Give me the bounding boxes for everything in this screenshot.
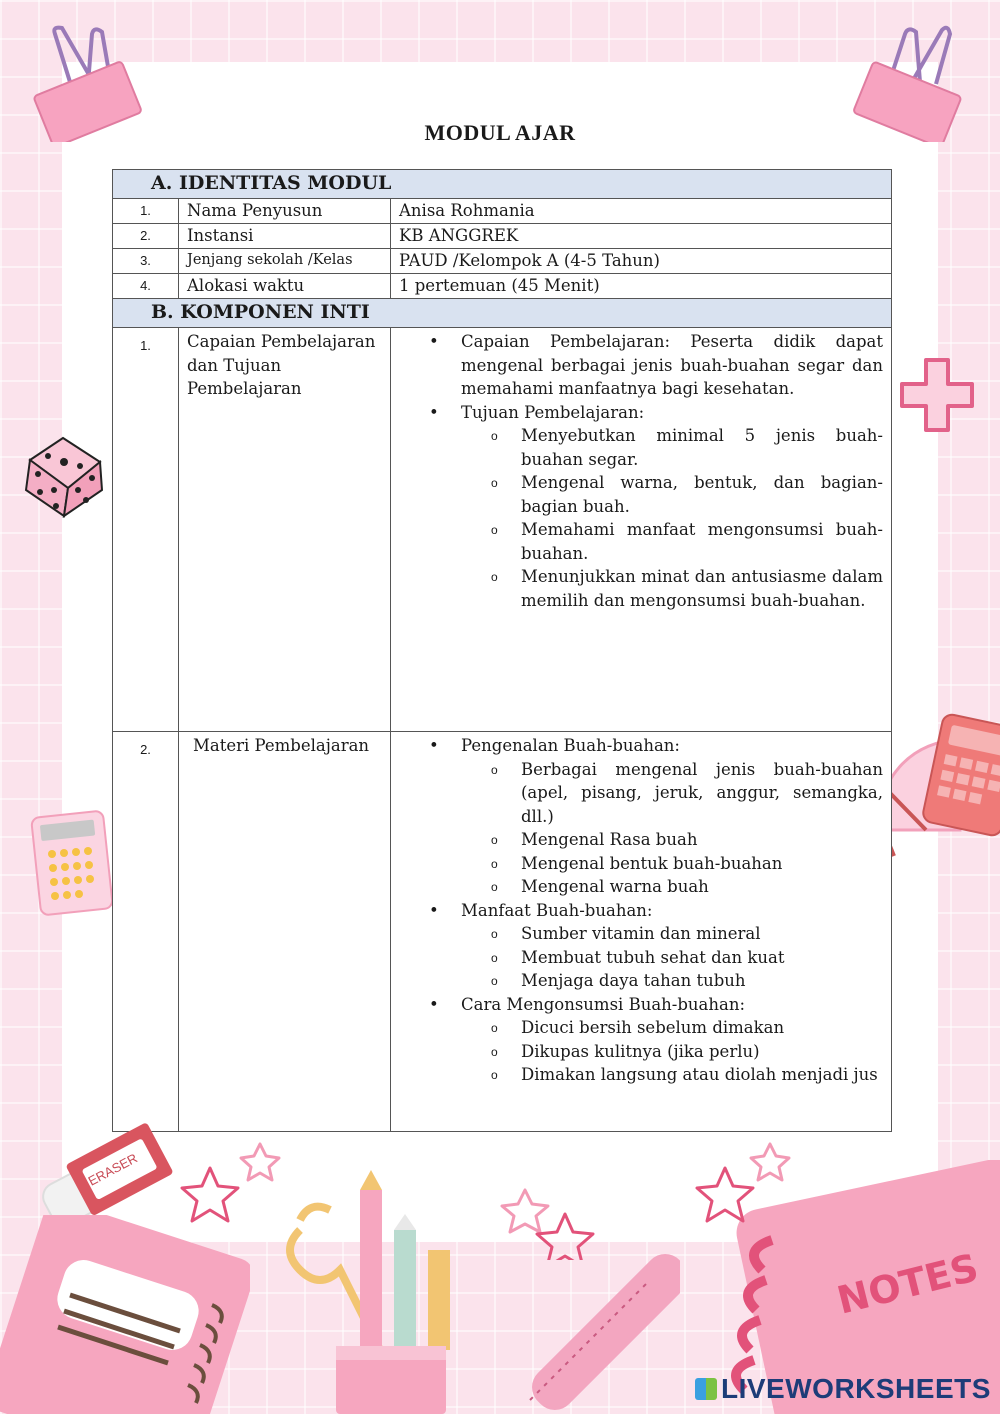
list-item-head: Manfaat Buah-buahan: — [461, 900, 653, 920]
list-item: • Capaian Pembelajaran: Peserta didik dapat mengenal berbagai jenis buah-buahan segar dan memahami manfaatnya bagi kesehatan. — [399, 330, 883, 401]
row-number: 3. — [113, 249, 179, 274]
row-value: KB ANGGREK — [391, 224, 892, 249]
list-item — [399, 899, 883, 993]
brand-logo-icon — [695, 1378, 717, 1400]
row-label: Nama Penyusun — [179, 199, 391, 224]
plus-icon — [898, 356, 976, 434]
brand-text: LIVEWORKSHEETS — [721, 1373, 991, 1404]
sub-list-item: o Mengenal warna buah — [461, 875, 883, 899]
sub-list-item: o Menjaga daya tahan tubuh — [461, 969, 883, 993]
row-label: Alokasi waktu — [179, 274, 391, 299]
sub-list-item: o Dimakan langsung atau diolah menjadi jus — [461, 1063, 883, 1087]
sub-list-item: o Berbagai mengenal jenis buah-buahan (apel, pisang, jeruk, anggur, semangka, dll.) — [461, 758, 883, 829]
notes-label: NOTES — [832, 1245, 983, 1323]
brand-watermark — [695, 1373, 991, 1405]
list-item-head: Cara Mengonsumsi Buah-buahan: — [461, 994, 746, 1014]
ruler-icon — [470, 1250, 680, 1414]
table-row — [113, 199, 892, 224]
row-value: 1 pertemuan (45 Menit) — [391, 274, 892, 299]
table-row — [113, 274, 892, 299]
row-number: 2. — [113, 224, 179, 249]
row-value: PAUD /Kelompok A (4-5 Tahun) — [391, 249, 892, 274]
sub-list-item: o Menyebutkan minimal 5 jenis buah-buahan segar. — [461, 424, 883, 471]
sub-list-item: o Mengenal Rasa buah — [461, 828, 883, 852]
list-item-head: Tujuan Pembelajaran: — [461, 402, 645, 422]
sub-list-item: o Menunjukkan minat dan antusiasme dalam memilih dan mengonsumsi buah-buahan. — [461, 565, 883, 612]
row-content — [391, 732, 892, 1132]
row-number: 1. — [113, 328, 179, 732]
section-core-header — [113, 299, 892, 328]
section-identity-header — [113, 170, 892, 199]
sub-list-item: o Memahami manfaat mengonsumsi buah-buahan. — [461, 518, 883, 565]
row-label: Instansi — [179, 224, 391, 249]
calculator-small-icon — [30, 808, 118, 918]
sub-list-item: o Mengenal warna, bentuk, dan bagian-bagian buah. — [461, 471, 883, 518]
row-content — [391, 328, 892, 732]
row-number: 4. — [113, 274, 179, 299]
sub-list-item: o Sumber vitamin dan mineral — [461, 922, 883, 946]
list-item-head: Pengenalan Buah-buahan: — [461, 736, 680, 755]
table-row — [113, 249, 892, 274]
row-number: 2. — [113, 732, 179, 1132]
row-label: Materi Pembelajaran — [179, 732, 391, 1132]
row-value: Anisa Rohmania — [391, 199, 892, 224]
table-row — [113, 732, 892, 1132]
list-item — [399, 401, 883, 613]
list-item — [399, 993, 883, 1087]
section-core-title: B. KOMPONEN INTI — [113, 299, 892, 328]
row-number: 1. — [113, 199, 179, 224]
sub-list-item: o Dicuci bersih sebelum dimakan — [461, 1016, 883, 1040]
sub-list-item: o Dikupas kulitnya (jika perlu) — [461, 1040, 883, 1064]
eraser-label: ERASER — [85, 1150, 140, 1189]
row-label: Jenjang sekolah /Kelas — [179, 249, 391, 274]
table-row — [113, 328, 892, 732]
section-identity-title: A. IDENTITAS MODUL — [113, 170, 892, 199]
row-label: Capaian Pembelajaran dan Tujuan Pembelajaran — [179, 328, 391, 732]
sub-list-item: o Membuat tubuh sehat dan kuat — [461, 946, 883, 970]
list-item — [399, 734, 883, 899]
table-row — [113, 224, 892, 249]
sub-list-item: o Mengenal bentuk buah-buahan — [461, 852, 883, 876]
stars-icon — [180, 1140, 810, 1260]
dice-icon — [18, 430, 108, 520]
page-title: MODUL AJAR — [424, 120, 576, 145]
module-table — [112, 169, 892, 1132]
